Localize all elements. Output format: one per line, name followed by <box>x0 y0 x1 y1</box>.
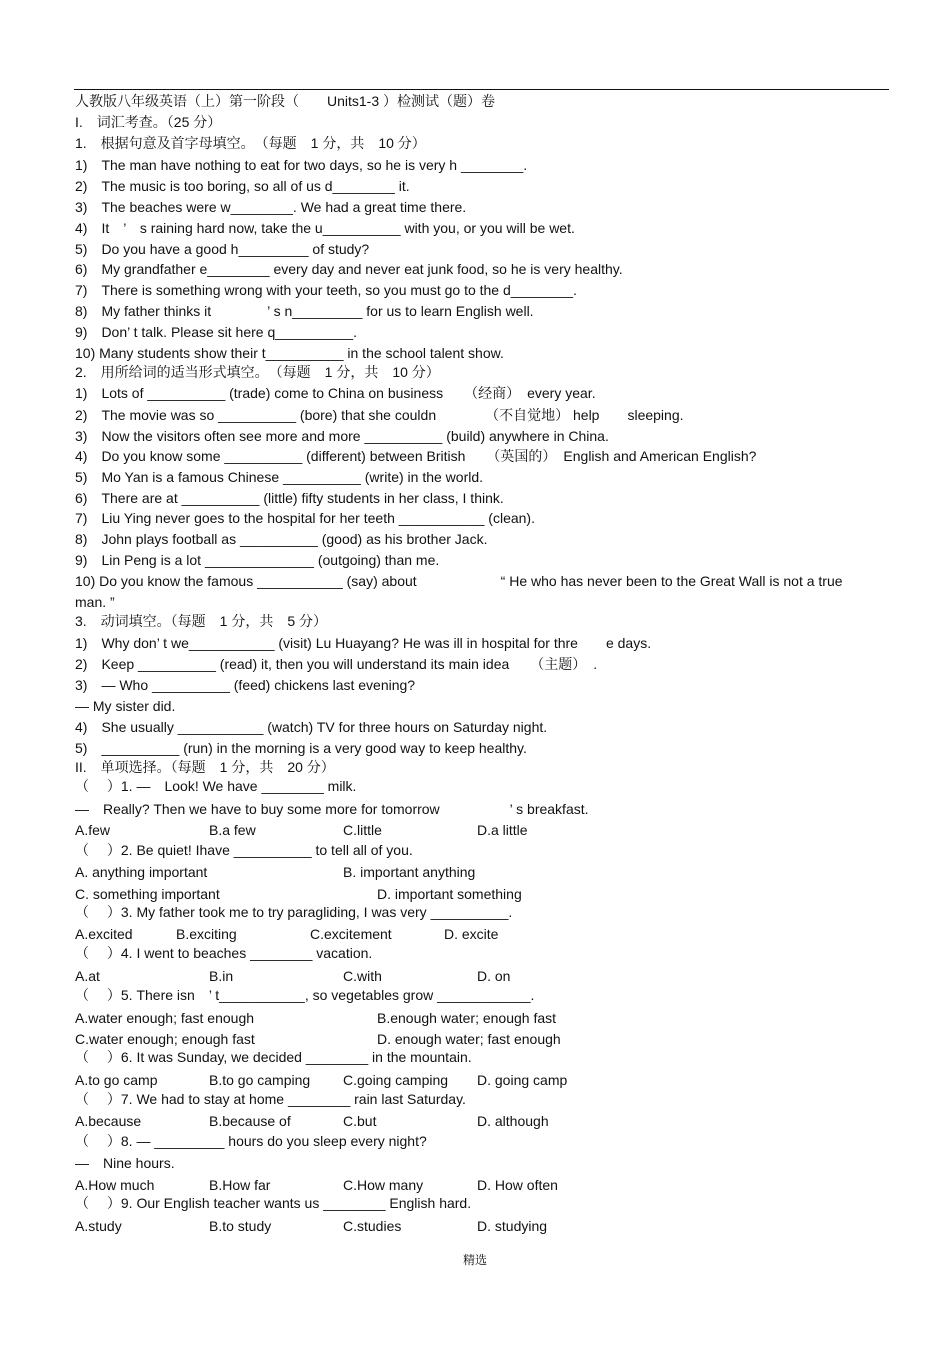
word-form-question: 8) John plays football as __________ (good) as his brother Jack. <box>75 531 488 547</box>
option-c: C.studies <box>343 1218 402 1234</box>
mc-question: （ ）2. Be quiet! Ihave __________ to tell all of you. <box>75 842 413 858</box>
option-d: D. enough water; fast enough <box>377 1031 561 1047</box>
mc-question: （ ）5. There isn ’ t___________, so vegetables grow ____________. <box>75 987 535 1003</box>
word-form-question-cont: man. ” <box>75 594 115 610</box>
word-form-question: 5) Mo Yan is a famous Chinese __________ (write) in the world. <box>75 469 484 485</box>
fill-question: 5) Do you have a good h_________ of study? <box>75 241 370 257</box>
verb-question: 1) Why don’ t we___________ (visit) Lu Huayang? He was ill in hospital for thre e days. <box>75 635 652 651</box>
verb-question: 3) — Who __________ (feed) chickens last evening? <box>75 677 416 693</box>
fill-question: 3) The beaches were w________. We had a great time there. <box>75 199 467 215</box>
fill-question: 6) My grandfather e________ every day and never eat junk food, so he is very healthy. <box>75 261 623 277</box>
option-b: B.a few <box>209 822 256 838</box>
option-b: B.to go camping <box>209 1072 311 1088</box>
option-d: D. How often <box>477 1177 558 1193</box>
fill-question: 2) The music is too boring, so all of us d________ it. <box>75 178 410 194</box>
mc-question: （ ）9. Our English teacher wants us ________ English hard. <box>75 1195 472 1211</box>
option-b: B.because of <box>209 1113 291 1129</box>
option-d: D. studying <box>477 1218 548 1234</box>
mc-question-cont: — Really? Then we have to buy some more for tomorrow ’ s breakfast. <box>75 801 589 817</box>
mc-question-cont: — Nine hours. <box>75 1155 175 1171</box>
mc-question: （ ）4. I went to beaches ________ vacation. <box>75 945 373 961</box>
option-a: A.study <box>75 1218 122 1234</box>
option-c: C.with <box>343 968 382 984</box>
option-a: A.to go camp <box>75 1072 158 1088</box>
option-b: B.How far <box>209 1177 271 1193</box>
word-form-question: 9) Lin Peng is a lot ______________ (outgoing) than me. <box>75 552 440 568</box>
section-1-title: I. 词汇考查。（25 分） <box>75 114 222 130</box>
word-form-question: 10) Do you know the famous ___________ (say) about “ He who has never been to the Great Wall is not a true <box>75 573 843 589</box>
verb-question: 4) She usually ___________ (watch) TV for three hours on Saturday night. <box>75 719 548 735</box>
word-form-question: 2) The movie was so __________ (bore) that she couldn （不自觉地） help sleeping. <box>75 407 684 423</box>
option-d: D. on <box>477 968 511 984</box>
word-form-question: 1) Lots of __________ (trade) come to China on business （经商） every year. <box>75 385 596 401</box>
option-b: B.to study <box>209 1218 272 1234</box>
option-c: C.How many <box>343 1177 424 1193</box>
option-a: A.excited <box>75 926 133 942</box>
option-c: C.but <box>343 1113 377 1129</box>
verb-question: 2) Keep __________ (read) it, then you will understand its main idea （主题） . <box>75 656 598 672</box>
option-a: A. anything important <box>75 864 208 880</box>
mc-question: （ ）7. We had to stay at home ________ rain last Saturday. <box>75 1091 466 1107</box>
option-c: C.water enough; enough fast <box>75 1031 255 1047</box>
option-d: D. important something <box>377 886 522 902</box>
word-form-question: 3) Now the visitors often see more and more __________ (build) anywhere in China. <box>75 428 609 444</box>
option-b: B.exciting <box>176 926 237 942</box>
section-2-title: II. 单项选择。（每题 1 分，共 20 分） <box>75 759 335 775</box>
option-a: A.at <box>75 968 100 984</box>
option-c: C.going camping <box>343 1072 449 1088</box>
fill-question: 4) It ’ s raining hard now, take the u__________ with you, or you will be wet. <box>75 220 575 236</box>
fill-question: 1) The man have nothing to eat for two days, so he is very h ________. <box>75 157 528 173</box>
page-footer: 精选 <box>462 1253 487 1267</box>
fill-question: 10) Many students show their t__________ in the school talent show. <box>75 345 504 361</box>
verb-question-answer: — My sister did. <box>75 698 176 714</box>
fill-question: 9) Don’ t talk. Please sit here q__________. <box>75 324 357 340</box>
part-3-title: 3. 动词填空。（每题 1 分，共 5 分） <box>75 613 328 629</box>
option-a: A.few <box>75 822 111 838</box>
mc-question: （ ）6. It was Sunday, we decided ________ in the mountain. <box>75 1049 472 1065</box>
option-b: B. important anything <box>343 864 476 880</box>
option-d: D. excite <box>444 926 499 942</box>
page-header: 人教版八年级英语（上）第一阶段（ Units1-3 ）检测试（题）卷 <box>75 93 496 109</box>
option-a: A.because <box>75 1113 142 1129</box>
fill-question: 8) My father thinks it ’ s n_________ for us to learn English well. <box>75 303 534 319</box>
option-c: C. something important <box>75 886 220 902</box>
word-form-question: 6) There are at __________ (little) fifty students in her class, I think. <box>75 490 504 506</box>
option-d: D. although <box>477 1113 549 1129</box>
option-d: D.a little <box>477 822 528 838</box>
mc-question: （ ）3. My father took me to try paragliding, I was very __________. <box>75 904 513 920</box>
header-rule <box>74 89 889 90</box>
word-form-question: 4) Do you know some __________ (different) between British （英国的） English and American English? <box>75 448 757 464</box>
fill-question: 7) There is something wrong with your teeth, so you must go to the d________. <box>75 282 577 298</box>
part-2-title: 2. 用所给词的适当形式填空。 （每题 1 分，共 10 分） <box>75 364 440 380</box>
option-b: B.in <box>209 968 234 984</box>
word-form-question: 7) Liu Ying never goes to the hospital for her teeth ___________ (clean). <box>75 510 535 526</box>
option-b: B.enough water; enough fast <box>377 1010 557 1026</box>
option-c: C.excitement <box>310 926 392 942</box>
option-a: A.water enough; fast enough <box>75 1010 255 1026</box>
mc-question: （ ）1. — Look! We have ________ milk. <box>75 778 357 794</box>
option-d: D. going camp <box>477 1072 568 1088</box>
option-a: A.How much <box>75 1177 155 1193</box>
option-c: C.little <box>343 822 382 838</box>
part-1-title: 1. 根据句意及首字母填空。 （每题 1 分，共 10 分） <box>75 135 426 151</box>
verb-question: 5) __________ (run) in the morning is a very good way to keep healthy. <box>75 740 527 756</box>
mc-question: （ ）8. — _________ hours do you sleep every night? <box>75 1133 427 1149</box>
